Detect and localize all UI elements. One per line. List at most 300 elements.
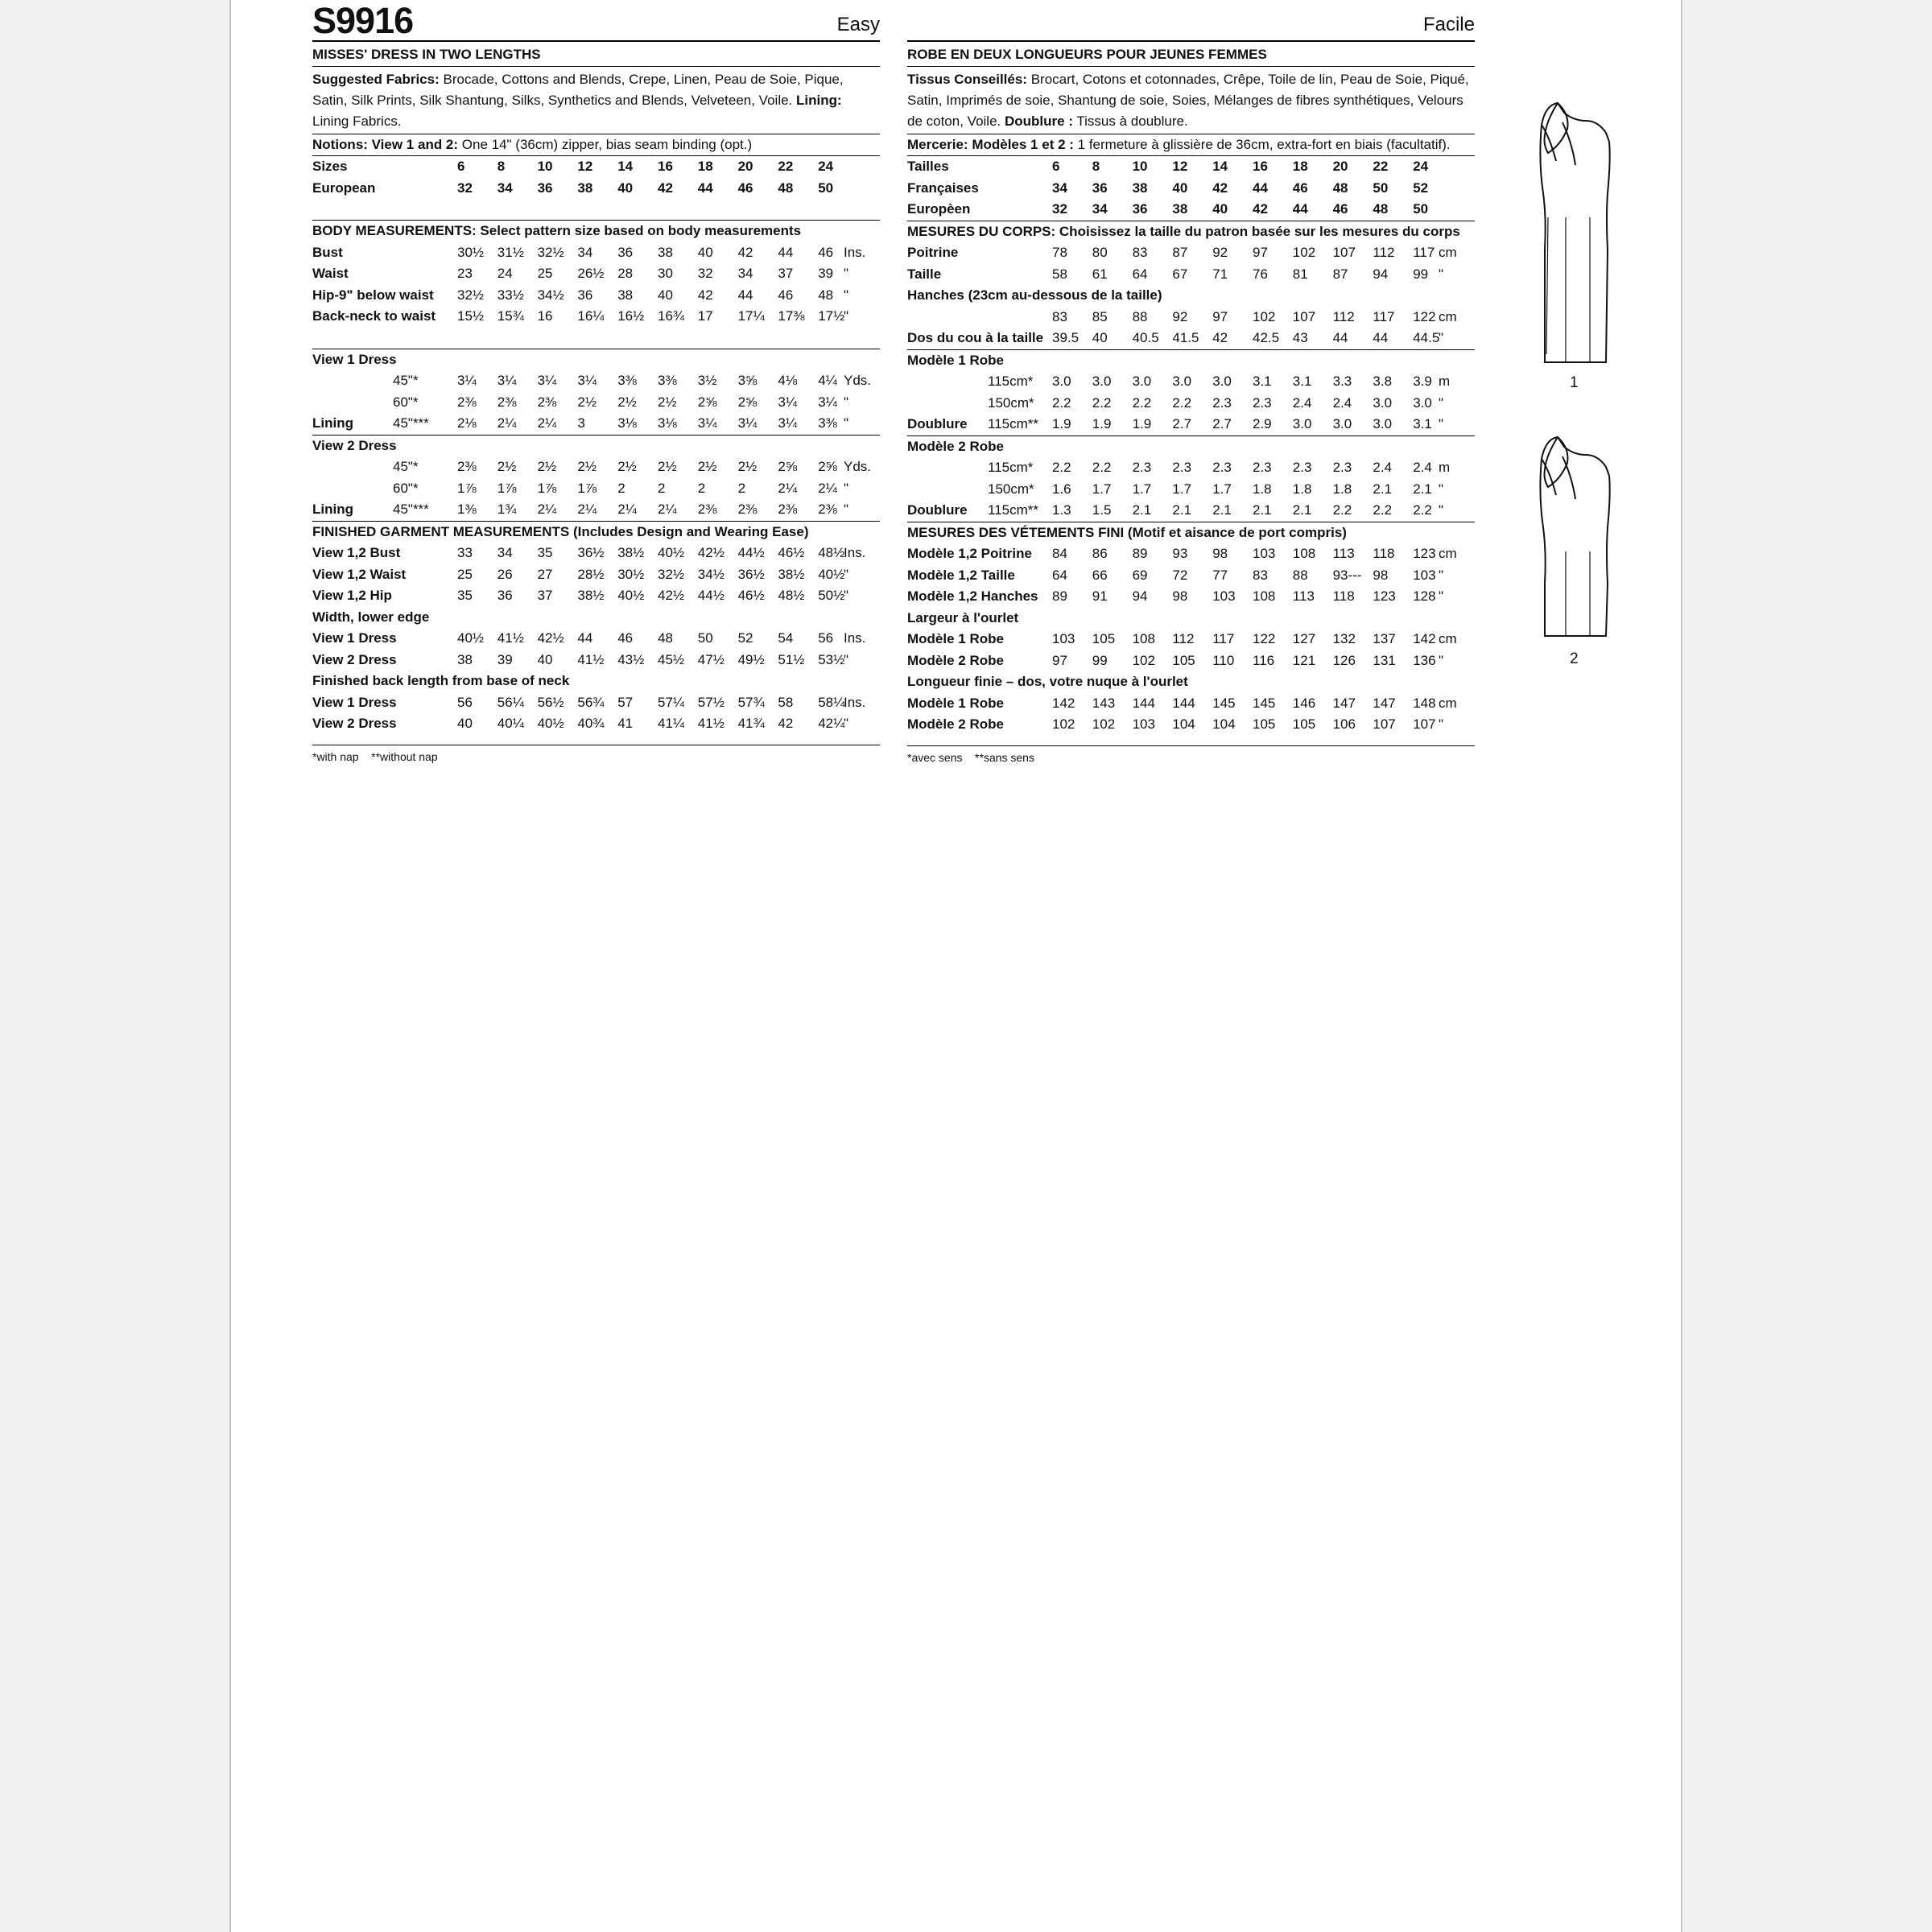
cell-value: 44 (737, 287, 753, 303)
table-row (312, 242, 880, 264)
cell-value: 2⅝ (697, 394, 717, 410)
cell-value: 15¾ (497, 308, 524, 324)
cell-value: 103 (1132, 716, 1155, 732)
cell-value: 32½ (457, 287, 485, 303)
row-label: Doublure (907, 502, 968, 518)
cell-value: 3.0 (1413, 394, 1432, 411)
row-unit: " (844, 480, 849, 496)
cell-value: 40 (537, 651, 553, 667)
cell-value: 40 (658, 287, 673, 303)
cell-value: 102 (1092, 716, 1116, 732)
cell-value: 83 (1132, 245, 1148, 260)
cell-value: 20 (1332, 159, 1348, 174)
table-row (907, 328, 1475, 349)
row-unit: " (844, 394, 849, 410)
cell-value: 3¼ (778, 415, 798, 431)
cell-value: 22 (1373, 159, 1389, 174)
cell-value: 2.2 (1332, 502, 1352, 518)
cell-value: 3.1 (1413, 416, 1432, 431)
view1-yardage-table-fr (907, 350, 1475, 436)
cell-value: 92 (1172, 308, 1188, 324)
cell-value: 37 (778, 266, 794, 281)
cell-value: 143 (1092, 695, 1116, 711)
cell-value: 3¼ (737, 415, 758, 431)
cell-value: 44.5 (1413, 330, 1440, 345)
cell-value: 104 (1172, 716, 1195, 732)
view-label-1: 1 (1570, 374, 1579, 391)
cell-value: 50½ (818, 588, 845, 603)
row-unit: Yds. (844, 459, 872, 474)
cell-value: 56¼ (497, 694, 524, 710)
cell-value: 56¾ (577, 694, 605, 710)
english-column (312, 0, 880, 763)
row-unit: cm (1439, 546, 1457, 561)
cell-value: 34 (497, 180, 513, 196)
cell-value: 48 (1332, 180, 1348, 196)
row-unit: " (844, 566, 849, 582)
cell-value: 1⅞ (497, 480, 517, 496)
cell-value: 2.3 (1212, 460, 1232, 475)
cell-value: 46½ (778, 545, 805, 560)
cell-value: 49½ (737, 651, 765, 667)
cell-value: 42½ (658, 588, 685, 603)
cell-value: 144 (1172, 695, 1195, 711)
cell-value: 1.7 (1092, 481, 1112, 497)
cell-value: 39.5 (1052, 330, 1080, 345)
cell-value: 2.1 (1253, 502, 1272, 518)
dress-short-icon (1525, 431, 1622, 640)
cell-value: 18 (697, 159, 713, 174)
cell-value: 2.3 (1172, 460, 1192, 475)
cell-value: 2½ (658, 459, 677, 474)
cell-value: 147 (1373, 695, 1396, 711)
cell-value: 117 (1413, 245, 1435, 260)
cell-value: 2 (697, 480, 706, 496)
cell-value: 1.8 (1292, 481, 1312, 497)
cell-value: 93 (1172, 546, 1188, 561)
cell-value: 2⅜ (697, 502, 717, 517)
body-measurements-heading: BODY MEASUREMENTS: Select pattern size based on body measurements (312, 223, 802, 238)
cell-value: 12 (577, 159, 593, 174)
cell-value: 108 (1292, 546, 1316, 561)
cell-value: 103 (1413, 567, 1436, 583)
cell-value: 1.6 (1052, 481, 1071, 497)
row-unit: " (1439, 567, 1444, 583)
cell-value: 1¾ (497, 502, 517, 517)
cell-value: 2.2 (1052, 394, 1071, 411)
cell-value: 40 (697, 244, 713, 260)
table-row (312, 564, 880, 586)
cell-value: 122 (1413, 308, 1436, 324)
pattern-code: S9916 (312, 0, 414, 41)
cell-value: 38 (1132, 180, 1148, 196)
row-unit: " (1439, 394, 1444, 411)
cell-value: 42 (1253, 201, 1268, 217)
cell-value: 39 (818, 266, 834, 281)
cell-value: 46½ (737, 588, 765, 603)
cell-value: 2 (617, 480, 625, 496)
cell-value: 2⅜ (818, 502, 837, 517)
row-label: Waist (312, 266, 349, 281)
row-unit: cm (1439, 308, 1457, 324)
table-row (907, 199, 1475, 221)
cell-value: 121 (1292, 652, 1316, 668)
cell-value: 72 (1172, 567, 1188, 583)
cell-value: 52 (1413, 180, 1429, 196)
cell-value: 2.1 (1132, 502, 1152, 518)
row-label: Lining (312, 502, 353, 517)
cell-value: 2.3 (1253, 460, 1272, 475)
table-row (907, 629, 1475, 650)
cell-value: 3¼ (457, 373, 477, 388)
cell-value: 93--- (1332, 567, 1362, 583)
table-row (312, 178, 880, 200)
cell-value: 83 (1253, 567, 1268, 583)
cell-value: 36 (497, 588, 513, 603)
cell-value: 103 (1052, 631, 1075, 646)
cell-value: 44 (697, 180, 713, 196)
cell-value: 35 (457, 588, 473, 603)
row-label: Modèle 1,2 Poitrine (907, 546, 1032, 561)
cell-value: 26½ (577, 266, 605, 281)
row-unit: cm (1439, 245, 1457, 260)
cell-value: 35 (537, 545, 553, 560)
notions-paragraph: Notions: View 1 and 2: One 14" (36cm) zipper, bias seam binding (opt.) (312, 134, 880, 156)
cell-value: 97 (1253, 245, 1268, 260)
cell-value: 46 (737, 180, 753, 196)
body-measurements-heading-fr: MESURES DU CORPS: Choisissez la taille du patron basée sur les mesures du corps (907, 223, 1460, 239)
cell-value: 16¾ (658, 308, 685, 324)
cell-value: 30 (658, 266, 673, 281)
cell-value: 3.8 (1373, 374, 1393, 389)
cell-value: 14 (1212, 159, 1228, 174)
row-unit: m (1439, 374, 1451, 389)
cell-value: 40 (617, 180, 634, 196)
cell-value: 117 (1212, 631, 1235, 646)
cell-value: 107 (1413, 716, 1436, 732)
row-fabric-width: 115cm* (988, 460, 1034, 475)
cell-value: 2¼ (818, 480, 837, 496)
cell-value: 23 (457, 266, 473, 281)
row-unit: " (844, 308, 849, 324)
cell-value: 44 (577, 630, 593, 646)
cell-value: 44 (1292, 201, 1308, 217)
cell-value: 128 (1413, 588, 1436, 604)
cell-value: 42¼ (818, 716, 845, 731)
view-label-2: 2 (1570, 650, 1579, 667)
cell-value: 40 (1212, 201, 1228, 217)
table-row (907, 393, 1475, 415)
table-row (312, 156, 880, 178)
cell-value: 24 (497, 266, 513, 281)
cell-value: 113 (1292, 588, 1315, 604)
table-row (907, 242, 1475, 264)
cell-value: 17½ (818, 308, 845, 324)
row-label: Françaises (907, 180, 979, 196)
cell-value: 40.5 (1132, 330, 1159, 345)
cell-value: 46 (617, 630, 634, 646)
cell-value: 2.4 (1292, 394, 1312, 411)
sizes-table (312, 156, 880, 221)
cell-value: 44 (1332, 330, 1348, 345)
cell-value: 45½ (658, 651, 685, 667)
cell-value: 48 (1373, 201, 1389, 217)
cell-value: 38 (457, 651, 473, 667)
cell-value: 40½ (617, 588, 645, 603)
finished-measurements-table (312, 522, 880, 745)
cell-value: 32 (697, 266, 713, 281)
cell-value: 146 (1292, 695, 1316, 711)
cell-value: 88 (1292, 567, 1308, 583)
cell-value: 42 (1212, 180, 1228, 196)
row-label: Tailles (907, 159, 949, 174)
cell-value: 48½ (778, 588, 805, 603)
row-unit: Ins. (844, 630, 866, 646)
table-row (312, 456, 880, 478)
cell-value: 30½ (617, 566, 645, 582)
cell-value: 102 (1132, 652, 1155, 668)
row-unit: " (844, 716, 849, 731)
cell-value: 36 (617, 244, 634, 260)
cell-value: 80 (1092, 245, 1108, 260)
cell-value: 28 (617, 266, 634, 281)
row-label: View 1 Dress (312, 630, 397, 646)
row-unit: " (844, 651, 849, 667)
fabrics-paragraph-fr: Tissus Conseillés: Brocart, Cotons et cotonnades, Crêpe, Toile de lin, Peau de Soie, Piqué, Satin, Imprimés de soie, Shantung de soie, Soies, Mélanges de fibres synthétiques, Velours de coton, Voile. Doublure : Tissus à doublure. (907, 67, 1475, 134)
cell-value: 3½ (697, 373, 717, 388)
cell-value: 2¼ (537, 502, 557, 517)
cell-value: 58 (1052, 266, 1067, 282)
cell-value: 17¼ (737, 308, 765, 324)
cell-value: 53½ (818, 651, 845, 667)
cell-value: 147 (1332, 695, 1356, 711)
cell-value: 2¼ (617, 502, 637, 517)
cell-value: 48 (818, 287, 834, 303)
cell-value: 25 (537, 266, 553, 281)
row-label: Hip-9" below waist (312, 287, 434, 303)
length-heading-fr: Longueur finie – dos, votre nuque à l'ourlet (907, 674, 1188, 689)
cell-value: 14 (617, 159, 634, 174)
hip-heading-fr: Hanches (23cm au-dessous de la taille) (907, 287, 1162, 303)
cell-value: 1.8 (1253, 481, 1272, 497)
cell-value: 40¾ (577, 716, 605, 731)
table-row (312, 499, 880, 521)
cell-value: 57 (617, 694, 634, 710)
cell-value: 3⅛ (617, 415, 637, 431)
row-label: View 1,2 Waist (312, 566, 407, 582)
cell-value: 10 (1132, 159, 1148, 174)
row-label: Modèle 1 Robe (907, 631, 1004, 646)
table-row (907, 457, 1475, 479)
length-heading: Finished back length from base of neck (312, 673, 570, 688)
cell-value: 50 (1373, 180, 1389, 196)
row-label: Dos du cou à la taille (907, 330, 1044, 345)
cell-value: 2¼ (497, 415, 517, 431)
cell-value: 78 (1052, 245, 1067, 260)
cell-value: 34 (1052, 180, 1067, 196)
cell-value: 2⅜ (457, 459, 477, 474)
row-fabric-width: 115cm** (988, 502, 1038, 518)
table-row (907, 500, 1475, 522)
cell-value: 122 (1253, 631, 1276, 646)
cell-value: 116 (1253, 652, 1275, 668)
cell-value: 38½ (577, 588, 605, 603)
cell-value: 98 (1172, 588, 1188, 604)
cell-value: 34 (497, 545, 513, 560)
cell-value: 17 (697, 308, 713, 324)
cell-value: 16 (537, 308, 553, 324)
cell-value: 1.8 (1332, 481, 1352, 497)
row-unit: " (1439, 330, 1444, 345)
footnote: *with nap **without nap (312, 749, 438, 763)
cell-value: 2.3 (1212, 394, 1232, 411)
cell-value: 3.1 (1253, 374, 1272, 389)
table-row (312, 285, 880, 307)
body-measurements-table-fr (907, 221, 1475, 350)
row-unit: " (844, 287, 849, 303)
cell-value: 2.4 (1332, 394, 1352, 411)
cell-value: 1.7 (1212, 481, 1232, 497)
table-row (907, 178, 1475, 200)
cell-value: 126 (1332, 652, 1356, 668)
cell-value: 106 (1332, 716, 1356, 732)
notions-paragraph-fr: Mercerie: Modèles 1 et 2 : 1 fermeture à glissière de 36cm, extra-fort en biais (facultatif). (907, 134, 1475, 156)
table-row (312, 392, 880, 414)
cell-value: 40¼ (497, 716, 524, 731)
view2-yardage-table (312, 436, 880, 522)
cell-value: 103 (1253, 546, 1276, 561)
cell-value: 26 (497, 566, 513, 582)
cell-value: 127 (1292, 631, 1316, 646)
row-label: Europèen (907, 201, 971, 217)
row-label: View 1 Dress (312, 694, 397, 710)
body-measurements-table (312, 221, 880, 349)
cell-value: 102 (1052, 716, 1075, 732)
cell-value: 17⅜ (778, 308, 805, 324)
cell-value: 2.3 (1253, 394, 1272, 411)
row-fabric-width: 115cm* (988, 374, 1034, 389)
row-unit: " (844, 266, 849, 281)
cell-value: 2⅛ (457, 415, 477, 431)
row-unit: " (1439, 266, 1444, 282)
cell-value: 1⅞ (577, 480, 597, 496)
cell-value: 112 (1332, 308, 1355, 324)
finished-measurements-table-fr (907, 522, 1475, 746)
cell-value: 42.5 (1253, 330, 1280, 345)
cell-value: 58 (778, 694, 794, 710)
row-unit: m (1439, 460, 1451, 475)
cell-value: 3¼ (577, 373, 597, 388)
cell-value: 44½ (697, 588, 724, 603)
cell-value: 43½ (617, 651, 645, 667)
cell-value: 31½ (497, 244, 524, 260)
cell-value: 24 (818, 159, 834, 174)
cell-value: 38 (577, 180, 593, 196)
cell-value: 107 (1332, 245, 1356, 260)
cell-value: 2.4 (1413, 460, 1432, 475)
view2-yardage-table-fr (907, 436, 1475, 522)
cell-value: 67 (1172, 266, 1188, 282)
view1-heading: View 1 Dress (312, 351, 397, 367)
row-unit: Yds. (844, 373, 872, 388)
footnote-fr: *avec sens **sans sens (907, 750, 1034, 764)
cell-value: 108 (1132, 631, 1155, 646)
cell-value: 2.1 (1212, 502, 1232, 518)
row-unit: cm (1439, 695, 1457, 711)
cell-value: 112 (1373, 245, 1395, 260)
cell-value: 27 (537, 566, 553, 582)
cell-value: 2½ (617, 394, 637, 410)
cell-value: 36½ (577, 545, 605, 560)
cell-value: 112 (1172, 631, 1195, 646)
cell-value: 2⅜ (497, 394, 517, 410)
cell-value: 3¼ (778, 394, 798, 410)
cell-value: 42 (697, 287, 713, 303)
cell-value: 38 (617, 287, 634, 303)
cell-value: 2.9 (1253, 416, 1272, 431)
cell-value: 76 (1253, 266, 1268, 282)
cell-value: 34½ (697, 566, 724, 582)
cell-value: 92 (1212, 245, 1228, 260)
cell-value: 34½ (537, 287, 564, 303)
cell-value: 34 (1092, 201, 1108, 217)
cell-value: 2.2 (1373, 502, 1393, 518)
cell-value: 136 (1413, 652, 1436, 668)
cell-value: 105 (1092, 631, 1116, 646)
cell-value: 46 (778, 287, 794, 303)
cell-value: 131 (1373, 652, 1396, 668)
cell-value: 2.2 (1052, 460, 1071, 475)
cell-value: 2⅜ (537, 394, 557, 410)
cell-value: 39 (497, 651, 513, 667)
cell-value: 1.9 (1132, 416, 1152, 431)
row-label: View 1,2 Hip (312, 588, 392, 603)
cell-value: 89 (1132, 546, 1148, 561)
view1-heading-fr: Modèle 1 Robe (907, 352, 1004, 368)
cell-value: 8 (1092, 159, 1100, 174)
cell-value: 105 (1172, 652, 1195, 668)
cell-value: 104 (1212, 716, 1236, 732)
cell-value: 117 (1373, 308, 1395, 324)
cell-value: 6 (457, 159, 465, 174)
cell-value: 3.0 (1292, 416, 1312, 431)
cell-value: 3⅛ (658, 415, 677, 431)
table-row (312, 585, 880, 607)
cell-value: 3¼ (818, 394, 837, 410)
row-unit: cm (1439, 631, 1457, 646)
pattern-title: MISSES' DRESS IN TWO LENGTHS (312, 40, 880, 67)
row-fabric-width: 45"* (393, 373, 419, 388)
cell-value: 3⅝ (737, 373, 758, 388)
cell-value: 46 (1292, 180, 1308, 196)
table-row (312, 543, 880, 564)
table-row (312, 692, 880, 714)
cell-value: 102 (1292, 245, 1316, 260)
cell-value: 103 (1212, 588, 1236, 604)
table-row (907, 693, 1475, 715)
table-row (312, 478, 880, 500)
cell-value: 3.3 (1332, 374, 1352, 389)
row-label: Bust (312, 244, 343, 260)
cell-value: 97 (1052, 652, 1067, 668)
cell-value: 2⅜ (737, 502, 758, 517)
cell-value: 44 (778, 244, 794, 260)
cell-value: 2.3 (1132, 460, 1152, 475)
cell-value: 41 (617, 716, 634, 731)
table-row (312, 263, 880, 285)
table-row (907, 650, 1475, 672)
cell-value: 2 (658, 480, 666, 496)
